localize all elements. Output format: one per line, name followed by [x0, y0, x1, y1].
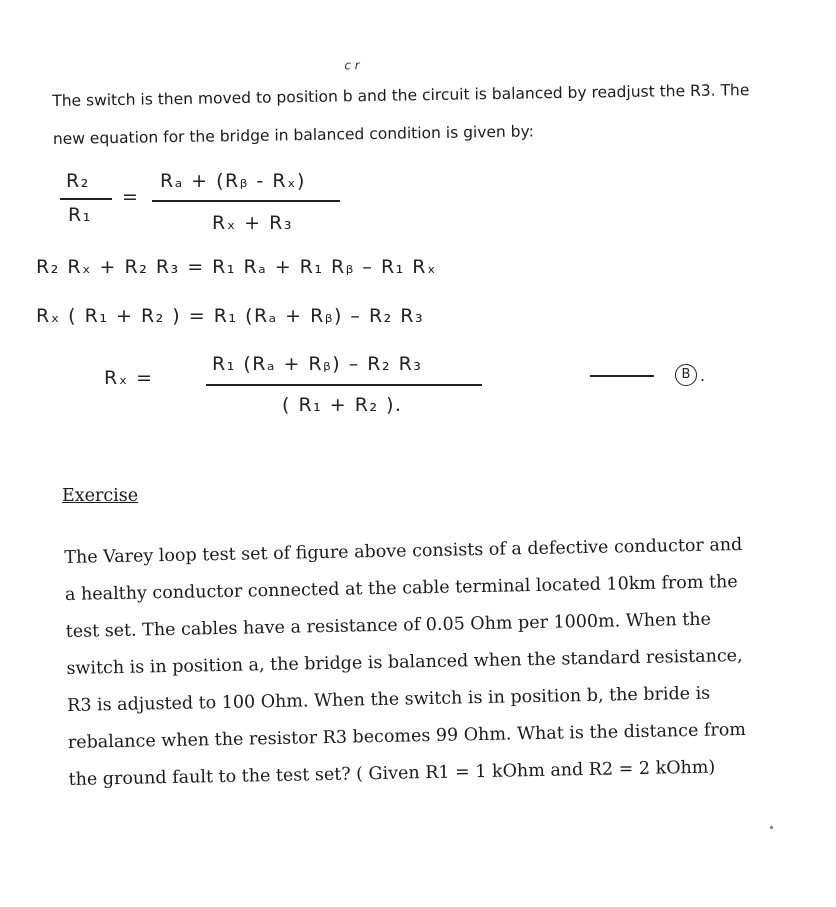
- equation-label-circle: B: [675, 364, 697, 386]
- position-b-mark: [342, 58, 360, 115]
- position-b-letter: b: [342, 87, 353, 106]
- intro-line-1-start: The switch is then moved to position: [52, 87, 343, 110]
- eq1-rhs-fraction-bar: [152, 200, 340, 202]
- intro-line-1-end: and the circuit is balanced by readjust the R3. The: [352, 81, 750, 106]
- eq1-equals: =: [122, 186, 140, 208]
- exercise-line: switch is in position a, the bridge is balanced when the standard resistance,: [66, 645, 743, 679]
- exercise-line: R3 is adjusted to 100 Ohm. When the switch is in position b, the bride is: [66, 683, 711, 716]
- eq1-lhs-fraction-bar: [60, 198, 112, 200]
- equation-label-dot: .: [700, 366, 706, 385]
- exercise-heading: Exercise: [62, 486, 139, 506]
- exercise-line: the ground fault to the test set? ( Given R1 = 1 kOhm and R2 = 2 kOhm): [68, 757, 716, 790]
- exercise-line: a healthy conductor connected at the cable terminal located 10km from the: [64, 572, 738, 605]
- intro-line-2: new equation for the bridge in balanced condition is given by:: [52, 122, 534, 148]
- exercise-line: The Varey loop test set of figure above consists of a defective conductor and: [64, 534, 743, 568]
- exercise-line: test set. The cables have a resistance of 0.05 Ohm per 1000m. When the: [65, 609, 712, 642]
- eq1-rhs-denominator: Rₓ + R₃: [212, 212, 293, 234]
- intro-paragraph: [52, 58, 783, 158]
- handwritten-annotation: c r: [344, 58, 360, 73]
- eq4-fraction-bar: [206, 384, 482, 386]
- eq1-lhs-denominator: R₁: [68, 204, 92, 226]
- exercise-line: rebalance when the resistor R3 becomes 99 Ohm. What is the distance from: [67, 719, 747, 753]
- equation-label-dash: [590, 375, 654, 377]
- equation-2: R₂ Rₓ + R₂ R₃ = R₁ Rₐ + R₁ Rᵦ – R₁ Rₓ: [36, 256, 437, 278]
- eq1-lhs-numerator: R₂: [66, 170, 90, 192]
- eq4-lhs: Rₓ =: [104, 367, 154, 389]
- eq1-rhs-numerator: Rₐ + (Rᵦ - Rₓ): [160, 170, 306, 192]
- exercise-paragraph: [64, 525, 829, 799]
- scan-speck: [770, 826, 773, 829]
- eq4-numerator: R₁ (Rₐ + Rᵦ) – R₂ R₃: [212, 353, 423, 375]
- equation-3: Rₓ ( R₁ + R₂ ) = R₁ (Rₐ + Rᵦ) – R₂ R₃: [36, 305, 425, 327]
- eq4-denominator: ( R₁ + R₂ ).: [282, 394, 403, 416]
